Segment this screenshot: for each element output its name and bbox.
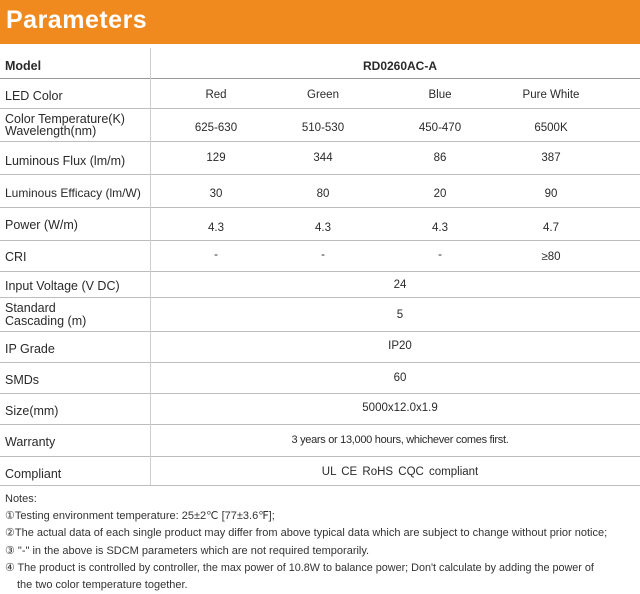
row-label-compliant: Compliant bbox=[5, 467, 62, 481]
row-divider bbox=[0, 424, 640, 425]
cell-efficacy-red: 30 bbox=[209, 188, 223, 200]
note-item: the two color temperature together. bbox=[17, 579, 188, 592]
row-label-warranty: Warranty bbox=[5, 435, 56, 449]
cell-cascading: 5 bbox=[396, 309, 404, 321]
cell-cri-red: - bbox=[214, 249, 218, 261]
row-divider bbox=[0, 485, 640, 486]
row-label-wavelength: Wavelength(nm) bbox=[5, 124, 97, 138]
cell-input-voltage: 24 bbox=[393, 279, 407, 291]
cell-flux-red: 129 bbox=[206, 152, 226, 164]
cell-warranty: 3 years or 13,000 hours, whichever comes first. bbox=[291, 434, 509, 446]
cell-efficacy-blue: 20 bbox=[433, 188, 447, 200]
row-divider bbox=[0, 297, 640, 298]
row-label-luminous-flux: Luminous Flux (lm/m) bbox=[5, 154, 126, 168]
page-title: Parameters bbox=[6, 6, 148, 34]
row-label-size: Size(mm) bbox=[5, 404, 59, 418]
cell-efficacy-green: 80 bbox=[316, 188, 330, 200]
row-label-power: Power (W/m) bbox=[5, 218, 78, 232]
notes-heading: Notes: bbox=[5, 493, 37, 505]
cell-cri-white: ≥80 bbox=[541, 251, 561, 263]
row-divider bbox=[0, 271, 640, 272]
cell-power-white: 4.7 bbox=[543, 222, 559, 234]
cell-cri-blue: - bbox=[438, 249, 442, 261]
cell-power-red: 4.3 bbox=[208, 222, 224, 234]
row-divider bbox=[0, 174, 640, 175]
row-label-luminous-efficacy: Luminous Efficacy (lm/W) bbox=[5, 186, 141, 200]
row-divider bbox=[0, 393, 640, 394]
note-item: ④ The product is controlled by controller, the max power of 10.8W to balance power; Don't calculate by adding the power of bbox=[5, 561, 594, 574]
row-label-input-voltage: Input Voltage (V DC) bbox=[5, 279, 120, 293]
row-divider bbox=[0, 456, 640, 457]
row-label-cri: CRI bbox=[5, 250, 27, 264]
column-divider bbox=[150, 48, 151, 485]
row-divider bbox=[0, 331, 640, 332]
row-divider bbox=[0, 207, 640, 208]
note-item: ①Testing environment temperature: 25±2℃ [77±3.6℉]; bbox=[5, 510, 275, 523]
cell-wavelength-green: 510-530 bbox=[301, 122, 345, 134]
cell-power-green: 4.3 bbox=[315, 222, 331, 234]
cell-power-blue: 4.3 bbox=[432, 222, 448, 234]
cell-led-color-white: Pure White bbox=[522, 89, 580, 101]
cell-cri-green: - bbox=[321, 249, 325, 261]
row-label-color-temperature: Color Temperature(K) bbox=[5, 112, 125, 126]
cell-wavelength-blue: 450-470 bbox=[418, 122, 462, 134]
cell-compliant: UL CE RoHS CQC compliant bbox=[321, 466, 479, 478]
note-item: ③ "-" in the above is SDCM parameters which are not required temporarily. bbox=[5, 544, 370, 557]
cell-led-color-green: Green bbox=[307, 89, 339, 101]
cell-color-temp-white: 6500K bbox=[534, 122, 568, 134]
row-divider bbox=[0, 78, 640, 79]
row-label-led-color: LED Color bbox=[5, 89, 63, 103]
cell-flux-white: 387 bbox=[541, 152, 561, 164]
note-item: ②The actual data of each single product may differ from above typical data which are subject to change without prior notice; bbox=[5, 527, 608, 540]
cell-size: 5000x12.0x1.9 bbox=[362, 402, 438, 414]
cell-smds: 60 bbox=[393, 372, 407, 384]
row-label-cascading: Cascading (m) bbox=[5, 314, 87, 328]
row-label-ip-grade: IP Grade bbox=[5, 342, 55, 356]
cell-efficacy-white: 90 bbox=[544, 188, 558, 200]
header-bar bbox=[0, 0, 640, 44]
row-divider bbox=[0, 240, 640, 241]
notes-section bbox=[5, 491, 637, 594]
cell-flux-blue: 86 bbox=[433, 152, 447, 164]
cell-led-color-blue: Blue bbox=[428, 89, 452, 101]
cell-wavelength-red: 625-630 bbox=[194, 122, 238, 134]
row-divider bbox=[0, 362, 640, 363]
row-divider bbox=[0, 108, 640, 109]
cell-led-color-red: Red bbox=[205, 89, 227, 101]
model-label: Model bbox=[5, 59, 42, 73]
cell-flux-green: 344 bbox=[313, 152, 333, 164]
row-label-smds: SMDs bbox=[5, 373, 40, 387]
row-divider bbox=[0, 141, 640, 142]
model-value: RD0260AC-A bbox=[362, 59, 438, 73]
row-label-standard: Standard bbox=[5, 301, 56, 315]
cell-ip-grade: IP20 bbox=[388, 340, 412, 352]
